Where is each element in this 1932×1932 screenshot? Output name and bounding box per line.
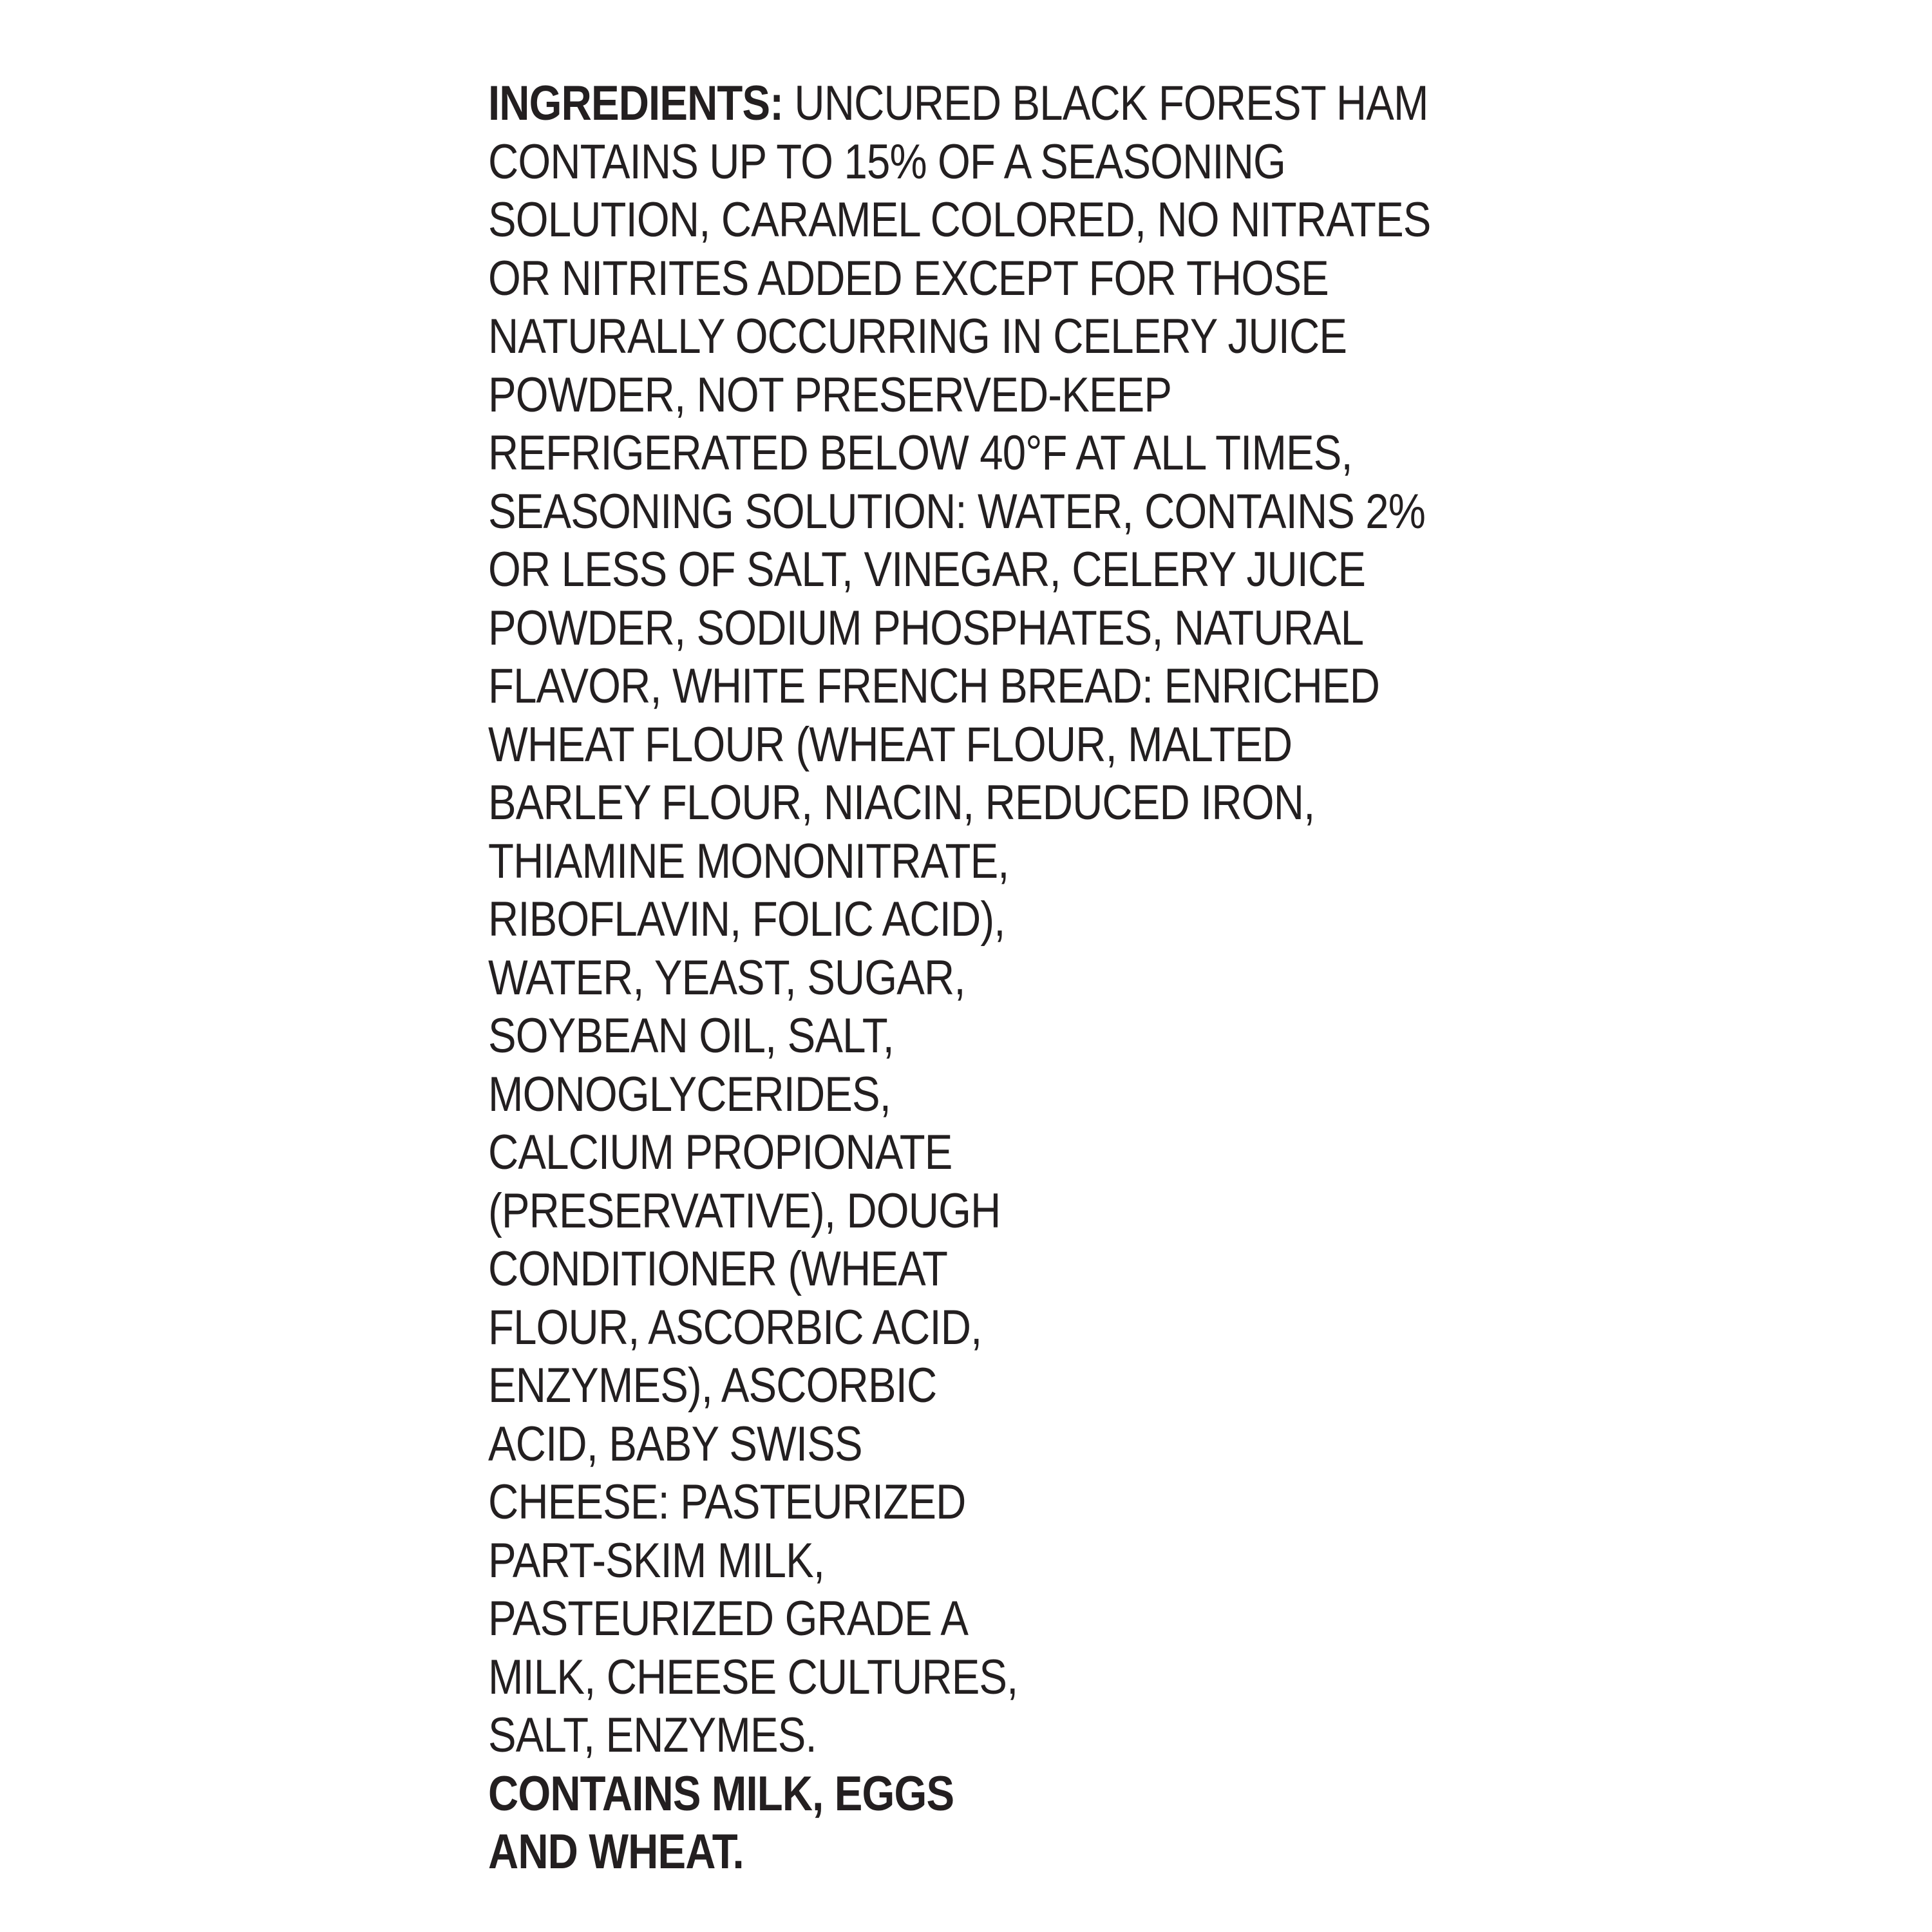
ingredients-first-line — [488, 75, 1430, 133]
ingredients-line: SOLUTION, CARAMEL COLORED, NO NITRATES — [488, 193, 1431, 247]
ingredients-line: ACID, BABY SWISS — [488, 1416, 862, 1472]
ingredients-line: REFRIGERATED BELOW 40°F AT ALL TIMES, — [488, 426, 1352, 480]
ingredients-heading: INGREDIENTS: — [488, 76, 784, 131]
ingredients-line: BARLEY FLOUR, NIACIN, REDUCED IRON, — [488, 775, 1315, 830]
ingredients-line: MILK, CHEESE CULTURES, — [488, 1649, 1018, 1705]
ingredients-line: SEASONING SOLUTION: WATER, CONTAINS 2% — [488, 484, 1426, 539]
ingredients-line: WATER, YEAST, SUGAR, — [488, 950, 965, 1005]
ingredients-line: SALT, ENZYMES. — [488, 1708, 817, 1763]
ingredients-line: ENZYMES), ASCORBIC — [488, 1358, 937, 1413]
ingredients-line: POWDER, NOT PRESERVED-KEEP — [488, 367, 1172, 422]
ingredients-line: NATURALLY OCCURRING IN CELERY JUICE — [488, 309, 1347, 364]
ingredients-line: FLOUR, ASCORBIC ACID, — [488, 1300, 982, 1355]
ingredients-line: MONOGLYCERIDES, — [488, 1066, 891, 1122]
ingredients-line: POWDER, SODIUM PHOSPHATES, NATURAL — [488, 600, 1364, 656]
ingredients-line: SOYBEAN OIL, SALT, — [488, 1009, 894, 1063]
ingredients-line: OR NITRITES ADDED EXCEPT FOR THOSE — [488, 251, 1329, 306]
ingredients-line: FLAVOR, WHITE FRENCH BREAD: ENRICHED — [488, 659, 1380, 714]
ingredients-line: CHEESE: PASTEURIZED — [488, 1475, 966, 1530]
ingredients-line: CONDITIONER (WHEAT — [488, 1242, 948, 1296]
ingredients-line: WHEAT FLOUR (WHEAT FLOUR, MALTED — [488, 717, 1293, 772]
ingredients-line: PASTEURIZED GRADE A — [488, 1591, 969, 1646]
ingredients-line: (PRESERVATIVE), DOUGH — [488, 1183, 1001, 1238]
ingredients-line: CALCIUM PROPIONATE — [488, 1125, 952, 1180]
ingredients-line: RIBOFLAVIN, FOLIC ACID), — [488, 892, 1005, 947]
allergen-statement-line-1: CONTAINS MILK, EGGS — [488, 1766, 954, 1821]
ingredients-line: THIAMINE MONONITRATE, — [488, 833, 1009, 889]
ingredients-statement — [488, 75, 1430, 1882]
allergen-statement-line-2: AND WHEAT. — [488, 1824, 744, 1879]
ingredients-first-line-text: UNCURED BLACK FOREST HAM — [783, 76, 1428, 131]
ingredients-line: CONTAINS UP TO 15% OF A SEASONING — [488, 134, 1286, 189]
ingredients-line: PART-SKIM MILK, — [488, 1533, 825, 1588]
ingredients-line: OR LESS OF SALT, VINEGAR, CELERY JUICE — [488, 542, 1366, 597]
